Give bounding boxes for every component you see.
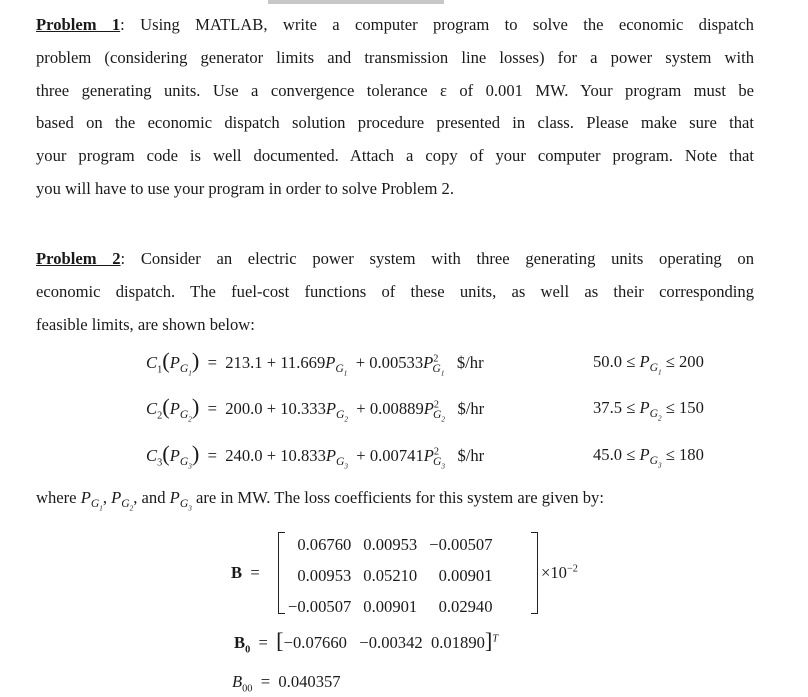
- b-matrix-row: −0.00507 0.00901 0.02940: [288, 596, 493, 616]
- problem-1-paragraph: [36, 9, 754, 206]
- problem-1-label: Problem 1: [36, 15, 121, 34]
- cost-equation-2: $C_2(P_{G_2}) = 200.0 + 10.333P_{G_2} + 0.00889P^2_{G_2}$ $/hr: [146, 394, 485, 424]
- problem-1-line: you will have to use your program in order to solve Problem 2.: [36, 178, 454, 198]
- problem-2-line: economic dispatch. The fuel-cost functions of these units, as well as their corresponding: [36, 281, 754, 301]
- b0-vector: $B_0 = [-0.07660$ −0.00342 0.01890]$^T$: [234, 628, 499, 656]
- problem-1-line: your program code is well documented. Attach a copy of your computer program. Note that: [36, 146, 754, 166]
- limit-1: $50.0 \le P_{G_1} \le 200$: [593, 352, 704, 377]
- limit-3: $45.0 \le P_{G_3} \le 180$: [593, 445, 704, 470]
- b-matrix-scale: $\times 10^{-2}$: [541, 563, 578, 582]
- cost-equation-1: $C_1(P_{G_1}) = 213.1 + 11.669P_{G_1} + 0.00533P^2_{G_1}$ $/hr: [146, 348, 484, 378]
- top-scroll-indicator: [268, 0, 444, 4]
- b-matrix-label: B =: [231, 563, 260, 582]
- problem-1-line: based on the economic dispatch solution procedure presented in class. Please make sure that: [36, 113, 754, 133]
- problem-2-paragraph: [36, 243, 754, 341]
- b-matrix: [282, 529, 499, 622]
- b-matrix-right-bracket: [531, 532, 538, 614]
- cost-equation-3: $C_3(P_{G_3}) = 240.0 + 10.833P_{G_3} + 0.00741P^2_{G_3}$ $/hr: [146, 441, 485, 471]
- problem-2-line: feasible limits, are shown below:: [36, 314, 255, 334]
- b-matrix-row: 0.06760 0.00953 −0.00507: [297, 534, 493, 554]
- b-matrix-row: 0.00953 0.05210 0.00901: [297, 565, 493, 585]
- problem-2-label: Problem 2: [36, 249, 121, 268]
- problem-1-line: three generating units. Use a convergence tolerance ε of 0.001 MW. Your program must be: [36, 80, 754, 100]
- where-line: where $P_{G_1}$, $P_{G_2}$, and $P_{G_3}$ are in MW. The loss coefficients for this system are given by:: [36, 488, 604, 513]
- problem-2-line: : Consider an electric power system with three generating units operating on: [120, 249, 754, 268]
- b00-constant: $B_{00} = 0.040357$: [232, 672, 341, 695]
- problem-1-line: problem (considering generator limits and transmission line losses) for a power system with: [36, 47, 754, 67]
- limit-2: $37.5 \le P_{G_2} \le 150$: [593, 398, 704, 423]
- problem-1-line: : Using MATLAB, write a computer program to solve the economic dispatch: [120, 15, 754, 34]
